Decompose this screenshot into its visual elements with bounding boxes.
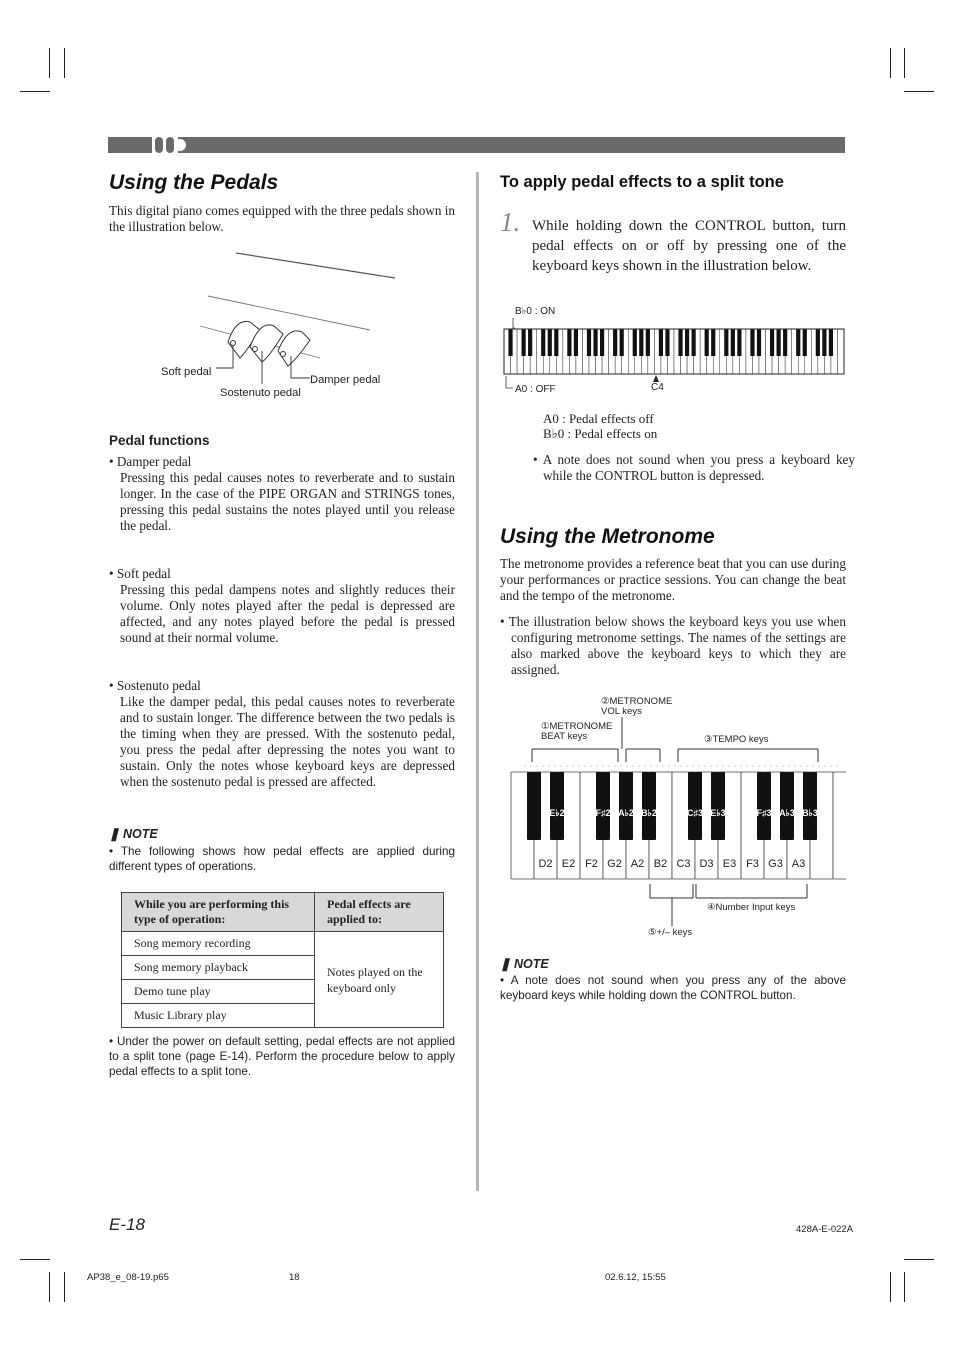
- black-key-label: B♭2: [641, 808, 657, 818]
- black-key: [711, 329, 715, 356]
- file-name: AP38_e_08-19.p65: [87, 1272, 169, 1283]
- white-key-label: E2: [561, 858, 576, 870]
- damper-pedal-label: Damper pedal: [310, 374, 381, 386]
- black-key-label: F♯3: [756, 808, 772, 818]
- column-divider: [476, 172, 479, 1191]
- a0-off-label: A0 : OFF: [515, 384, 556, 395]
- black-key: [587, 329, 591, 356]
- table-cell: Demo tune play: [122, 980, 315, 1004]
- note-text-right: • A note does not sound when you press any of the above keyboard keys while holding down the CONTROL button.: [500, 974, 846, 1002]
- black-key: [678, 329, 682, 356]
- split-bullet: • A note does not sound when you press a keyboard key while the CONTROL button is depressed.: [533, 452, 855, 483]
- white-key-label: E3: [722, 858, 737, 870]
- black-key: [642, 772, 656, 840]
- sostenuto-pedal-label: Sostenuto pedal: [220, 387, 301, 399]
- header-bar-graphic: [108, 137, 845, 153]
- black-key: [816, 329, 820, 356]
- black-key: [646, 329, 650, 356]
- black-key-label: E♭2: [549, 808, 565, 818]
- sostenuto-pedal-desc: Like the damper pedal, this pedal causes notes to reverberate and to sustain longer. The difference between the two pedals is the timing when they are pressed. With the sostenuto pedal, you press the pedal after depressing the notes you want to sustain. Only the notes whose keyboard keys are depressed when the sostenuto pedal is pressed are affected.: [120, 694, 455, 789]
- metronome-intro: The metronome provides a reference beat that you can use during your performances or practice sessions. You can change the beat and the tempo of the metronome.: [500, 556, 846, 603]
- white-key-label: D2: [538, 858, 553, 870]
- step-text: While holding down the CONTROL button, turn pedal effects on or off by pressing one of the keyboard keys shown in the illustration below.: [532, 218, 846, 274]
- bottom-note-left: • Under the power on default setting, pedal effects are not applied to a split tone (page E-14). Perform the procedure below to apply pedal effects to a split tone.: [109, 1035, 455, 1078]
- black-key: [527, 772, 541, 840]
- black-key: [737, 329, 741, 356]
- black-key: [711, 772, 725, 840]
- black-key: [639, 329, 643, 356]
- black-key: [528, 329, 532, 356]
- black-key: [780, 772, 794, 840]
- black-key: [692, 329, 696, 356]
- pedals-intro: This digital piano comes equipped with the three pedals shown in the illustration below.: [109, 203, 455, 234]
- pedals-title: Using the Pedals: [109, 171, 279, 194]
- table-row: [122, 932, 444, 956]
- note-title-left-text: NOTE: [122, 827, 158, 841]
- black-key: [619, 772, 633, 840]
- black-key: [593, 329, 597, 356]
- black-key: [685, 329, 689, 356]
- black-key: [548, 329, 552, 356]
- white-key-label: C3: [676, 858, 691, 870]
- black-key: [757, 772, 771, 840]
- black-key: [613, 329, 617, 356]
- white-key: [833, 772, 846, 879]
- label-beat-keys: ①METRONOME BEAT keys: [541, 721, 613, 742]
- black-key-label: A♭2: [618, 808, 634, 818]
- header-bar: [108, 137, 845, 153]
- black-key: [724, 329, 728, 356]
- white-key-label: A3: [791, 858, 806, 870]
- white-key: [837, 329, 844, 374]
- black-key: [550, 772, 564, 840]
- legend-bflat0: B♭0 : Pedal effects on: [543, 426, 658, 441]
- white-key-label: D3: [699, 858, 714, 870]
- label-vol-keys: ②METRONOME VOL keys: [601, 696, 673, 717]
- pedal-table: [121, 892, 444, 1028]
- metronome-bullet: • The illustration below shows the keyboard keys you use when configuring metronome settings. The names of the settings are also marked above the keyboard keys to which they are assigned.: [500, 614, 846, 677]
- black-key: [508, 329, 512, 356]
- damper-pedal-name: • Damper pedal: [109, 454, 192, 469]
- black-key: [803, 772, 817, 840]
- note-text-left: • The following shows how pedal effects are applied during different types of operations.: [109, 845, 455, 873]
- black-key: [659, 329, 663, 356]
- pedal-functions-title: Pedal functions: [109, 433, 210, 448]
- black-key: [665, 329, 669, 356]
- black-key-label: B♭3: [802, 808, 818, 818]
- label-number-keys: ④Number Input keys: [707, 902, 796, 913]
- file-page: 18: [289, 1272, 300, 1283]
- c4-label: C4: [651, 382, 664, 393]
- metronome-title: Using the Metronome: [500, 525, 715, 548]
- black-key: [705, 329, 709, 356]
- black-key: [777, 329, 781, 356]
- split-title: To apply pedal effects to a split tone: [500, 173, 784, 191]
- table-cell: Song memory recording: [122, 932, 315, 956]
- damper-pedal-item: [109, 454, 455, 534]
- black-key: [574, 329, 578, 356]
- black-key: [688, 772, 702, 840]
- black-key: [620, 329, 624, 356]
- soft-pedal-desc: Pressing this pedal dampens notes and slightly reduces their volume. Only notes played after the pedal is depressed are affected, and any notes played before the pedal is pressed sound at their normal volume.: [120, 582, 455, 645]
- black-key: [796, 329, 800, 356]
- black-key-label: A♭3: [779, 808, 795, 818]
- note-title-left: ❚ NOTE: [109, 827, 158, 841]
- black-key: [596, 772, 610, 840]
- table-cell: Music Library play: [122, 1004, 315, 1028]
- black-key-label: E♭3: [710, 808, 726, 818]
- soft-pedal-item: [109, 566, 455, 646]
- black-key: [829, 329, 833, 356]
- white-key-label: F2: [585, 858, 598, 870]
- document-code: 428A-E-022A: [796, 1224, 854, 1235]
- table-head-effects: Pedal effects are applied to:: [315, 893, 444, 932]
- step-number: 1.: [500, 207, 521, 237]
- black-key: [567, 329, 571, 356]
- white-key-label: F3: [746, 858, 759, 870]
- white-key-label: G3: [768, 858, 783, 870]
- soft-pedal-label: Soft pedal: [161, 366, 212, 378]
- note-title-right: ❚ NOTE: [500, 957, 549, 971]
- black-key: [633, 329, 637, 356]
- black-key: [750, 329, 754, 356]
- bflat0-on-label: B♭0 : ON: [515, 306, 556, 317]
- note-title-right-text: NOTE: [513, 957, 549, 971]
- black-key-label: C♯3: [686, 808, 704, 818]
- black-key: [554, 329, 558, 356]
- metronome-keyboard: [510, 712, 846, 942]
- legend-a0: A0 : Pedal effects off: [543, 411, 654, 426]
- page-number: E-18: [109, 1215, 145, 1234]
- white-key-label: A2: [630, 858, 645, 870]
- black-key: [757, 329, 761, 356]
- table-head-operation: While you are performing this type of operation:: [122, 893, 315, 932]
- table-cell-merged: Notes played on the keyboard only: [315, 932, 444, 1028]
- black-key: [770, 329, 774, 356]
- sostenuto-pedal-name: • Sostenuto pedal: [109, 678, 201, 693]
- black-key: [783, 329, 787, 356]
- black-key: [522, 329, 526, 356]
- black-key: [541, 329, 545, 356]
- black-key: [731, 329, 735, 356]
- sostenuto-pedal-item: [109, 678, 455, 790]
- table-header-row: [122, 893, 444, 932]
- white-key-label: G2: [607, 858, 622, 870]
- black-key: [822, 329, 826, 356]
- black-key: [803, 329, 807, 356]
- pedal-table-wrap: [121, 892, 444, 1028]
- black-key-label: F♯2: [595, 808, 611, 818]
- label-tempo-keys: ③TEMPO keys: [704, 734, 769, 745]
- label-plusminus-keys: ⑤+/– keys: [648, 927, 693, 938]
- damper-pedal-desc: Pressing this pedal causes notes to reverberate and to sustain longer. In the case of the PIPE ORGAN and STRINGS tones, pressing this pedal sustains the notes played until you release the pedal.: [120, 470, 455, 533]
- black-key: [600, 329, 604, 356]
- white-key-label: B2: [653, 858, 668, 870]
- table-cell: Song memory playback: [122, 956, 315, 980]
- print-date: 02.6.12, 15:55: [605, 1272, 666, 1283]
- soft-pedal-name: • Soft pedal: [109, 566, 171, 581]
